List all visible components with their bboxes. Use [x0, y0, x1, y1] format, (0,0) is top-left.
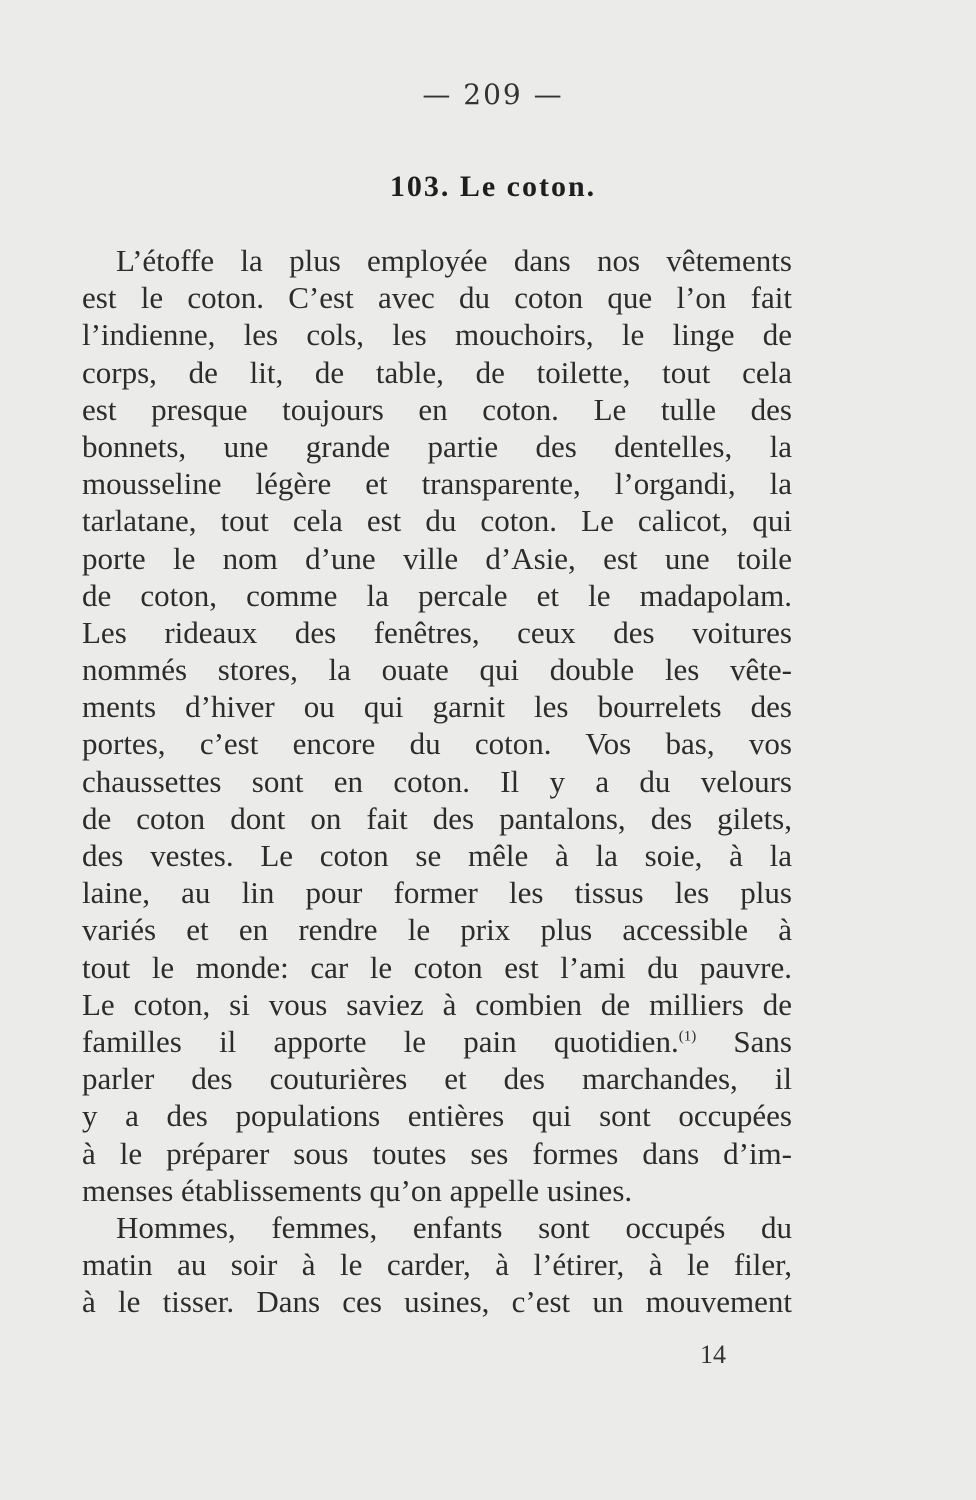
text-line: à le tisser. Dans ces usines, c’est un mouvement [82, 1284, 792, 1320]
text-line: porte le nom d’une ville d’Asie, est une toile [82, 540, 792, 576]
text-line: variés et en rendre le prix plus accessible à [82, 912, 792, 948]
text-line: ments d’hiver ou qui garnit les bourrelets des [82, 689, 792, 725]
text-fragment: Sans [733, 1023, 792, 1059]
text-line: bonnets, une grande partie des dentelles, la [82, 428, 792, 464]
text-line: tarlatane, tout cela est du coton. Le calicot, qui [82, 503, 792, 539]
text-line: est presque toujours en coton. Le tulle des [82, 391, 792, 427]
text-line: laine, au lin pour former les tissus les plus [82, 875, 792, 911]
text-line: Le coton, si vous saviez à combien de milliers de [82, 986, 792, 1022]
text-line: portes, c’est encore du coton. Vos bas, vos [82, 726, 792, 762]
text-fragment: familles il apporte le pain quotidien. [82, 1023, 679, 1059]
text-line: parler des couturières et des marchandes, il [82, 1061, 792, 1097]
text-line: nommés stores, la ouate qui double les vête- [82, 652, 792, 688]
text-line: des vestes. Le coton se mêle à la soie, à la [82, 838, 792, 873]
signature-mark: 14 [700, 1340, 726, 1369]
text-line: Les rideaux des fenêtres, ceux des voitures [82, 614, 792, 650]
text-line: à le préparer sous toutes ses formes dans d’im- [82, 1135, 792, 1171]
text-line: de coton dont on fait des pantalons, des gilets, [82, 800, 792, 836]
text-line: L’étoffe la plus employée dans nos vêtements [116, 243, 792, 278]
text-line: chaussettes sont en coton. Il y a du velours [82, 763, 792, 799]
text-line: tout le monde: car le coton est l’ami du pauvre. [82, 949, 792, 985]
text-line: menses établissements qu’on appelle usines. [82, 1172, 633, 1208]
text-line: matin au soir à le carder, à l’étirer, à le filer, [82, 1247, 792, 1283]
footnote-marker: (1) [678, 1028, 697, 1045]
text-line-with-footnote [82, 1023, 792, 1060]
body-text [82, 242, 792, 1320]
text-line: corps, de lit, de table, de toilette, tout cela [82, 354, 792, 390]
text-line: de coton, comme la percale et le madapolam. [82, 577, 792, 613]
text-line: mousseline légère et transparente, l’organdi, la [82, 466, 792, 502]
section-title: 103. Le coton. [389, 170, 597, 203]
text-line: l’indienne, les cols, les mouchoirs, le linge de [82, 317, 792, 353]
text-line: est le coton. C’est avec du coton que l’on fait [82, 280, 792, 316]
text-line: Hommes, femmes, enfants sont occupés du [116, 1209, 792, 1245]
text-line: y a des populations entières qui sont occupées [82, 1098, 792, 1134]
page-number: — 209 — [422, 78, 564, 111]
